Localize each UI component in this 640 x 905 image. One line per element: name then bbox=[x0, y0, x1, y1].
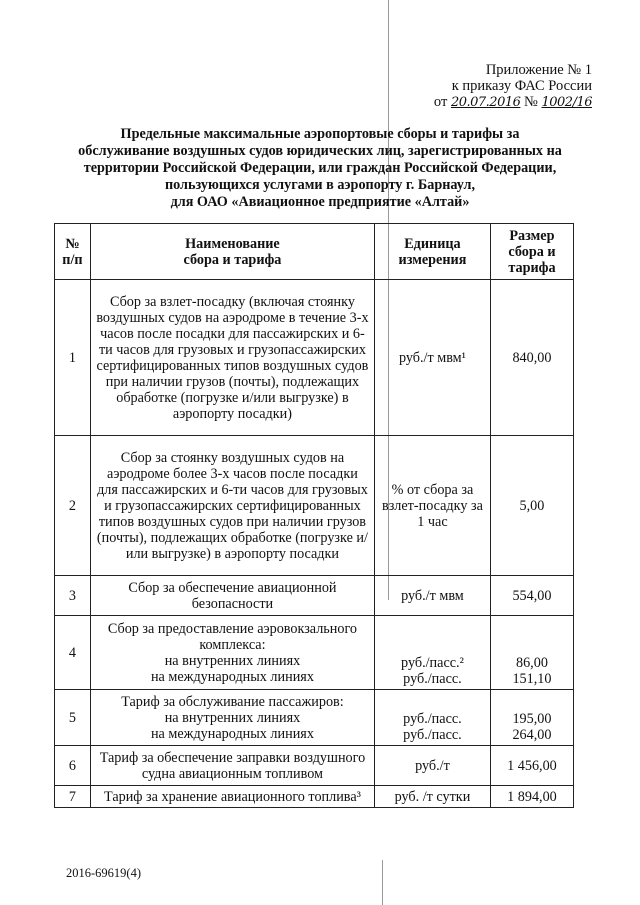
table-row bbox=[55, 786, 574, 808]
title-line: Предельные максимальные аэропортовые сборы и тарифы за bbox=[120, 126, 520, 142]
table-row bbox=[55, 436, 574, 576]
row-unit: руб./т мвм¹ bbox=[375, 280, 491, 436]
row-num: 3 bbox=[55, 576, 91, 616]
annex-date: 20.07.2016 bbox=[450, 95, 521, 110]
title-line: пользующихся услугами в аэропорту г. Барнаул, bbox=[164, 177, 476, 193]
header-num: № п/п bbox=[55, 224, 91, 280]
annex-number-label: № bbox=[524, 94, 538, 110]
row-num: 2 bbox=[55, 436, 91, 576]
annex-line1: Приложение № 1 bbox=[485, 62, 592, 78]
title-line: обслуживание воздушных судов юридических лиц, зарегистрированных на bbox=[78, 143, 562, 159]
row-unit: % от сбора за взлет-посадку за 1 час bbox=[375, 436, 491, 576]
row-name-sub: на международных линиях bbox=[150, 725, 314, 742]
row-num: 4 bbox=[55, 616, 91, 690]
table-row bbox=[55, 576, 574, 616]
row-value-sub: 151,10 bbox=[512, 671, 552, 687]
row-value bbox=[490, 690, 573, 746]
row-value-sub: 195,00 bbox=[512, 711, 552, 727]
row-name: Тариф за обеспечение заправки воздушного судна авиационным топливом bbox=[90, 746, 374, 786]
row-name-sub: на международных линиях bbox=[150, 668, 314, 685]
row-value-sub: 86,00 bbox=[515, 655, 548, 671]
title-line: территории Российской Федерации, или граждан Российской Федерации, bbox=[83, 160, 557, 176]
row-num: 6 bbox=[55, 746, 91, 786]
row-num: 5 bbox=[55, 690, 91, 746]
row-name: Сбор за взлет-посадку (включая стоянку воздушных судов на аэродроме в течение 3-х часов после посадки для пассажирских и 6-ти часов для грузовых и грузопассажирских сертифицированных типов воздушных судов при наличии грузов (почты), подлежащих обработке (погрузке и/или выгрузке) в аэропорту посадки) bbox=[90, 280, 374, 436]
row-value: 840,00 bbox=[490, 280, 573, 436]
row-unit-sub: руб./пасс.² bbox=[401, 655, 464, 671]
table-row bbox=[55, 746, 574, 786]
row-name: Сбор за обеспечение авиационной безопасности bbox=[90, 576, 374, 616]
header-unit bbox=[375, 224, 491, 280]
row-unit: руб./т bbox=[375, 746, 491, 786]
row-value: 5,00 bbox=[490, 436, 573, 576]
row-name-main: Тариф за обслуживание пассажиров: bbox=[121, 693, 344, 710]
tariff-table bbox=[54, 223, 574, 808]
row-unit-sub: руб./пасс. bbox=[403, 727, 462, 743]
row-num: 1 bbox=[55, 280, 91, 436]
header-unit-line: измерения bbox=[398, 251, 467, 268]
table-row bbox=[55, 616, 574, 690]
row-unit-sub: руб./пасс. bbox=[403, 671, 462, 687]
header-value-line: сбора и bbox=[508, 243, 556, 260]
row-name bbox=[90, 616, 374, 690]
row-name-main: Сбор за предоставление аэровокзального комплекса: bbox=[107, 620, 358, 653]
annex-line3 bbox=[392, 94, 592, 111]
row-unit-sub: руб./пасс. bbox=[403, 711, 462, 727]
scan-fold-line bbox=[382, 860, 383, 905]
header-name-line: Наименование bbox=[185, 235, 280, 252]
row-name bbox=[90, 690, 374, 746]
annex-from-label: от bbox=[433, 94, 448, 110]
row-value bbox=[490, 616, 573, 690]
row-unit: руб. /т сутки bbox=[375, 786, 491, 808]
table-header-row bbox=[55, 224, 574, 280]
table-row bbox=[55, 690, 574, 746]
header-unit-line: Единица bbox=[404, 235, 461, 252]
document-id: 2016-69619(4) bbox=[66, 866, 141, 880]
row-unit bbox=[375, 616, 491, 690]
annex-header bbox=[392, 62, 592, 111]
row-name: Тариф за хранение авиационного топлива³ bbox=[90, 786, 374, 808]
row-value: 554,00 bbox=[490, 576, 573, 616]
header-value-line: Размер bbox=[509, 227, 555, 244]
row-name-sub: на внутренних линиях bbox=[164, 709, 301, 726]
title-line: для ОАО «Авиационное предприятие «Алтай» bbox=[170, 194, 470, 210]
row-value-sub: 264,00 bbox=[512, 727, 552, 743]
row-value: 1 894,00 bbox=[490, 786, 573, 808]
row-value: 1 456,00 bbox=[490, 746, 573, 786]
document-title bbox=[50, 126, 590, 211]
header-value bbox=[490, 224, 573, 280]
row-num: 7 bbox=[55, 786, 91, 808]
table-row bbox=[55, 280, 574, 436]
row-unit bbox=[375, 690, 491, 746]
row-unit: руб./т мвм bbox=[375, 576, 491, 616]
annex-line2: к приказу ФАС России bbox=[451, 78, 592, 94]
header-value-line: тарифа bbox=[508, 259, 556, 276]
row-name: Сбор за стоянку воздушных судов на аэродроме более 3-х часов после посадки для пассажирских и 6-ти часов для грузовых и грузопассажирских сертифицированных типов воздушных судов при наличии грузов (почты), подлежащих обработке (погрузке и/или выгрузке) в аэропорту посадки bbox=[90, 436, 374, 576]
header-name-line: сбора и тарифа bbox=[183, 251, 282, 268]
header-name bbox=[90, 224, 374, 280]
row-name-sub: на внутренних линиях bbox=[164, 652, 301, 669]
annex-number: 1002/16 bbox=[541, 95, 592, 110]
